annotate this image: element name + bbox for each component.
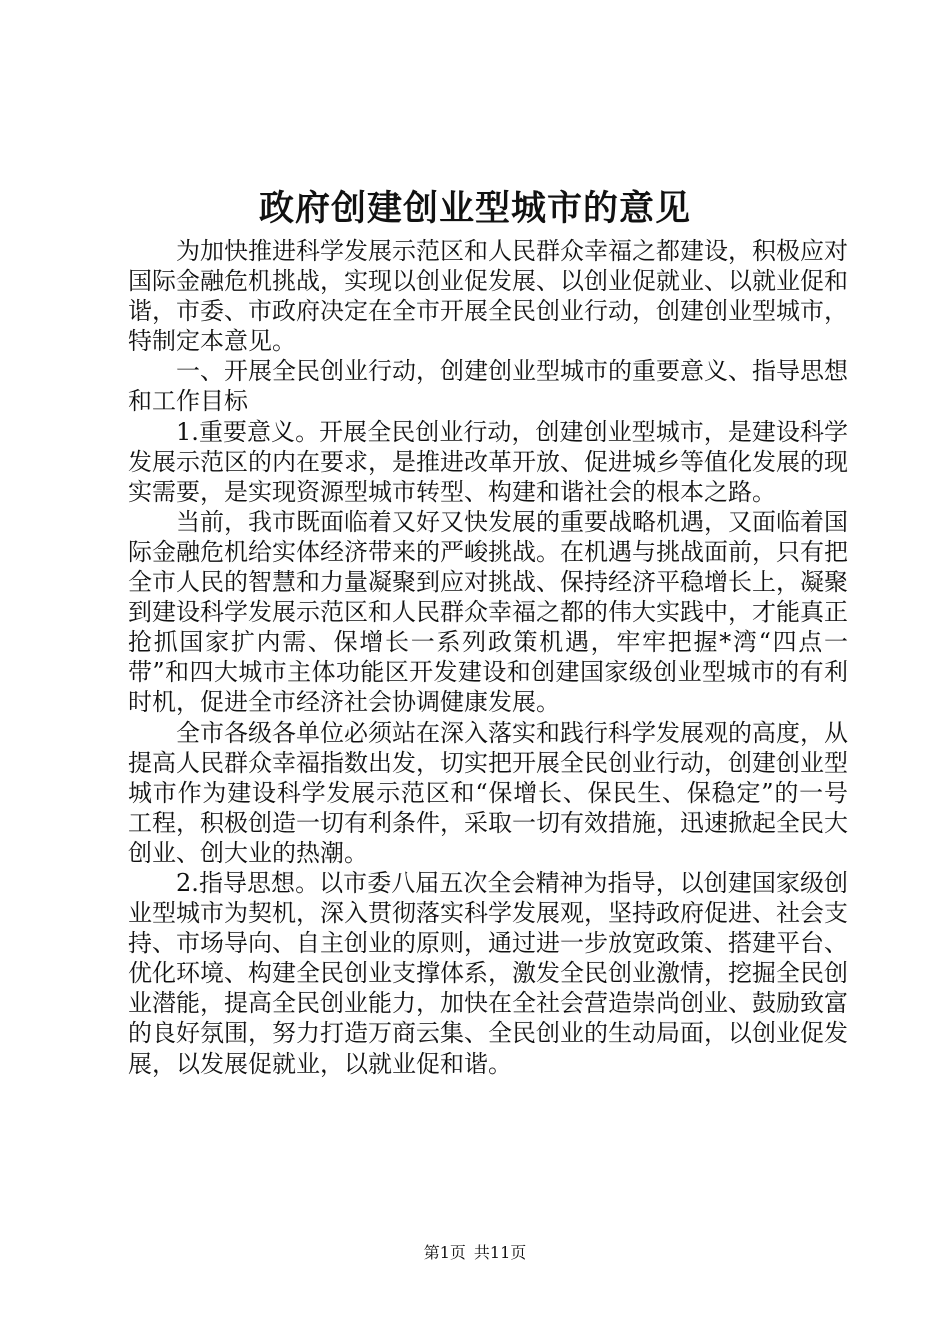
paragraph-significance: 1.重要意义。开展全民创业行动，创建创业型城市，是建设科学发展示范区的内在要求，是推进改革开放、促进城乡等值化发展的现实需要，是实现资源型城市转型、构建和谐社会的根本之路。	[128, 417, 848, 506]
page-footer	[0, 1242, 950, 1264]
paragraph-intro: 为加快推进科学发展示范区和人民群众幸福之都建设，积极应对国际金融危机挑战，实现以创业促发展、以创业促就业、以就业促和谐，市委、市政府决定在全市开展全民创业行动，创建创业型城市，特制定本意见。	[128, 237, 848, 356]
paragraph-all-units: 全市各级各单位必须站在深入落实和践行科学发展观的高度，从提高人民群众幸福指数出发，切实把开展全民创业行动，创建创业型城市作为建设科学发展示范区和“保增长、保民生、保稳定”的一号工程，积极创造一切有利条件，采取一切有效措施，迅速掀起全民大创业、创大业的热潮。	[128, 718, 848, 867]
paragraph-guiding-ideology: 2.指导思想。以市委八届五次全会精神为指导，以创建国家级创业型城市为契机，深入贯彻落实科学发展观，坚持政府促进、社会支持、市场导向、自主创业的原则，通过进一步放宽政策、搭建平台、优化环境、构建全民创业支撑体系，激发全民创业激情，挖掘全民创业潜能，提高全民创业能力，加快在全社会营造崇尚创业、鼓励致富的良好氛围，努力打造万商云集、全民创业的生动局面，以创业促发展，以发展促就业，以就业促和谐。	[128, 868, 848, 1078]
paragraph-current-situation: 当前，我市既面临着又好又快发展的重要战略机遇，又面临着国际金融危机给实体经济带来的严峻挑战。在机遇与挑战面前，只有把全市人民的智慧和力量凝聚到应对挑战、保持经济平稳增长上，凝聚到建设科学发展示范区和人民群众幸福之都的伟大实践中，才能真正抢抓国家扩内需、保增长一系列政策机遇，牢牢把握*湾“四点一带”和四大城市主体功能区开发建设和创建国家级创业型城市的有利时机，促进全市经济社会协调健康发展。	[128, 507, 848, 717]
page-number-total: 共11页	[473, 1243, 527, 1262]
paragraph-section-heading: 一、开展全民创业行动，创建创业型城市的重要意义、指导思想和工作目标	[128, 357, 848, 416]
document-body	[128, 236, 848, 1079]
document-title: 政府创建创业型城市的意见	[258, 188, 691, 229]
page-number-current: 第1页	[423, 1243, 466, 1262]
